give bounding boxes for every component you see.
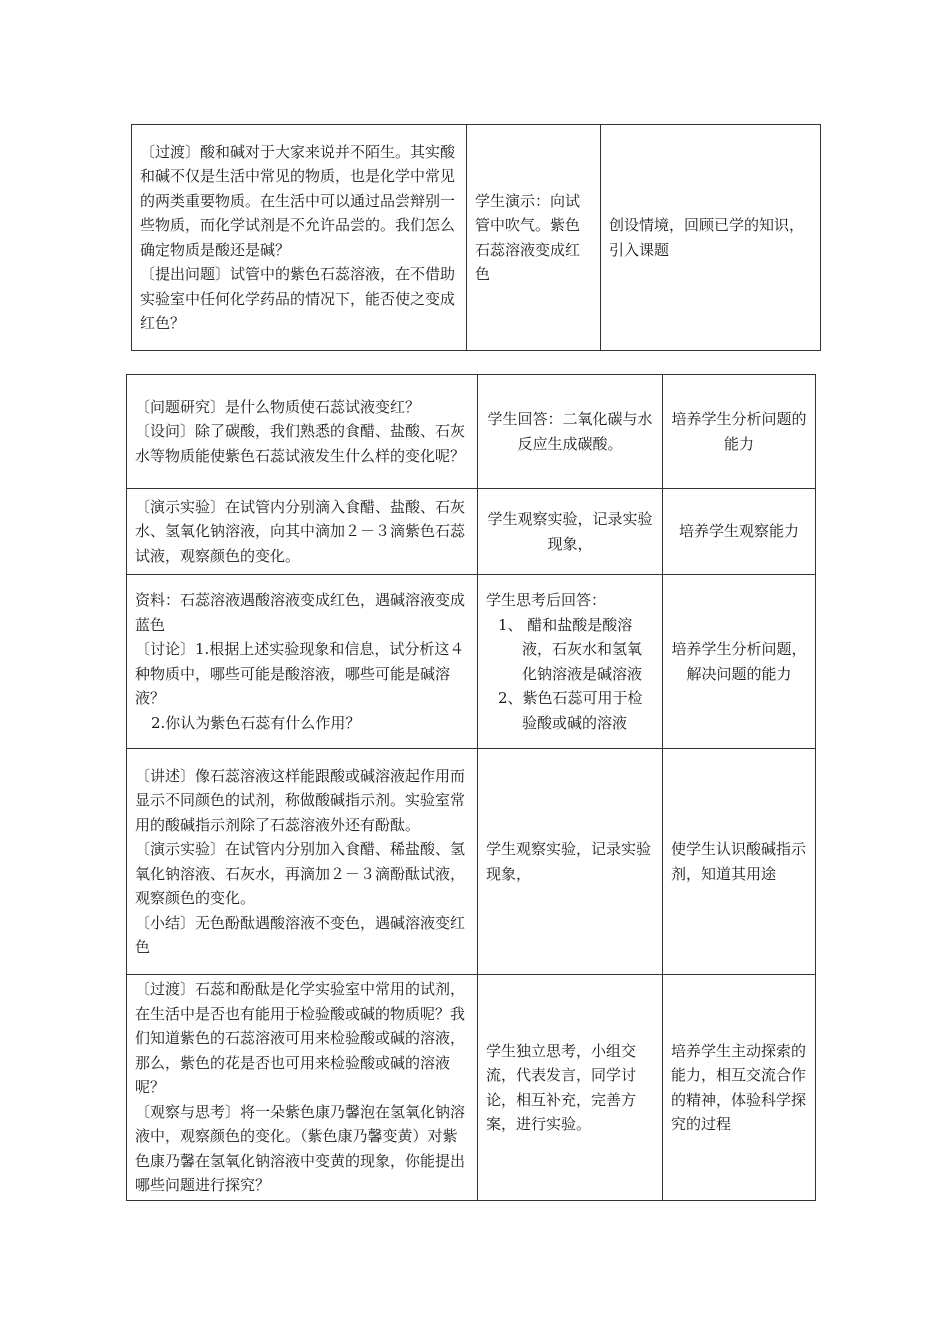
question-text: 〔提出问题〕试管中的紫色石蕊溶液，在不借助实验室中任何化学药品的情况下，能否使之变成红色？ <box>140 265 456 332</box>
student-activity-cell: 学生观察实验，记录实验现象， <box>478 749 663 975</box>
design-intent-cell: 培养学生主动探索的能力，相互交流合作的精神，体验科学探究的过程 <box>663 975 816 1201</box>
lesson-table-2 <box>126 374 816 1201</box>
transition-text: 〔过渡〕石蕊和酚酞是化学实验室中常用的试剂，在生活中是否也有能用于检验酸或碱的物质呢？我们知道紫色的石蕊溶液可用来检验酸或碱的溶液，那么，紫色的花是否也可用来检验酸或碱的溶液呢？ <box>135 980 466 1097</box>
student-activity-cell: 学生回答：二氧化碳与水反应生成碳酸。 <box>478 375 663 489</box>
design-intent-cell: 使学生认识酸碱指示剂，知道其用途 <box>663 749 816 975</box>
ask-question-text: 〔设问〕除了碳酸，我们熟悉的食醋、盐酸、石灰水等物质能使紫色石蕊试液发生什么样的变化呢？ <box>135 422 466 465</box>
student-activity-cell <box>478 575 663 749</box>
design-intent-cell: 创设情境，回顾已学的知识，引入课题 <box>601 125 821 351</box>
design-intent-cell: 培养学生观察能力 <box>663 489 816 575</box>
student-answer-list <box>486 613 654 736</box>
table-row <box>127 975 816 1201</box>
student-activity-cell: 学生独立思考，小组交流，代表发言，同学讨论，相互补充，完善方案，进行实验。 <box>478 975 663 1201</box>
info-text: 资料：石蕊溶液遇酸溶液变成红色，遇碱溶液变成蓝色 <box>135 591 466 634</box>
table-row <box>132 125 821 351</box>
research-question-text: 〔问题研究〕是什么物质使石蕊试液变红？ <box>135 397 421 416</box>
teacher-activity-cell <box>127 975 478 1201</box>
teacher-activity-cell <box>127 575 478 749</box>
lesson-table-1 <box>131 124 821 351</box>
table-row <box>127 749 816 975</box>
table-row <box>127 575 816 749</box>
teacher-activity-cell <box>127 375 478 489</box>
teacher-activity-cell <box>132 125 467 351</box>
list-item: 2、紫色石蕊可用于检验酸或碱的溶液 <box>498 689 643 732</box>
table-row <box>127 375 816 489</box>
design-intent-cell: 培养学生分析问题的能力 <box>663 375 816 489</box>
summary-text: 〔小结〕无色酚酞遇酸溶液不变色，遇碱溶液变红色 <box>135 913 466 956</box>
discussion-text-2: 2.你认为紫色石蕊有什么作用？ <box>151 713 361 732</box>
demo-text: 〔演示实验〕在试管内分别加入食醋、稀盐酸、氢氧化钠溶液、石灰水，再滴加２－３滴酚酞试液，观察颜色的变化。 <box>135 840 466 907</box>
teacher-activity-cell <box>127 749 478 975</box>
observe-think-text: 〔观察与思考〕将一朵紫色康乃馨泡在氢氧化钠溶液中，观察颜色的变化。（紫色康乃馨变黄）对紫色康乃馨在氢氧化钠溶液中变黄的现象，你能提出哪些问题进行探究？ <box>135 1102 466 1195</box>
list-item: 1、 醋和盐酸是酸溶液，石灰水和氢氧化钠溶液是碱溶液 <box>498 615 643 683</box>
lecture-text: 〔讲述〕像石蕊溶液这样能跟酸或碱溶液起作用而显示不同颜色的试剂，称做酸碱指示剂。实验室常用的酸碱指示剂除了石蕊溶液外还有酚酞。 <box>135 766 466 834</box>
student-activity-cell: 学生演示：向试管中吹气。紫色石蕊溶液变成红色 <box>467 125 601 351</box>
table-row <box>127 489 816 575</box>
student-answer-intro: 学生思考后回答： <box>486 591 607 609</box>
teacher-activity-cell: 〔演示实验〕在试管内分别滴入食醋、盐酸、石灰水、氢氧化钠溶液，向其中滴加２－３滴紫色石蕊试液，观察颜色的变化。 <box>127 489 478 575</box>
design-intent-cell: 培养学生分析问题，解决问题的能力 <box>663 575 816 749</box>
transition-text: 〔过渡〕酸和碱对于大家来说并不陌生。其实酸和碱不仅是生活中常见的物质，也是化学中常见的两类重要物质。在生活中可以通过品尝辩别一些物质，而化学试剂是不允许品尝的。我们怎么确定物质是酸还是碱？ <box>140 142 456 259</box>
student-activity-cell: 学生观察实验，记录实验现象， <box>478 489 663 575</box>
discussion-text: 〔讨论〕1.根据上述实验现象和信息，试分析这４种物质中，哪些可能是酸溶液，哪些可能是碱溶液？ <box>135 640 465 707</box>
